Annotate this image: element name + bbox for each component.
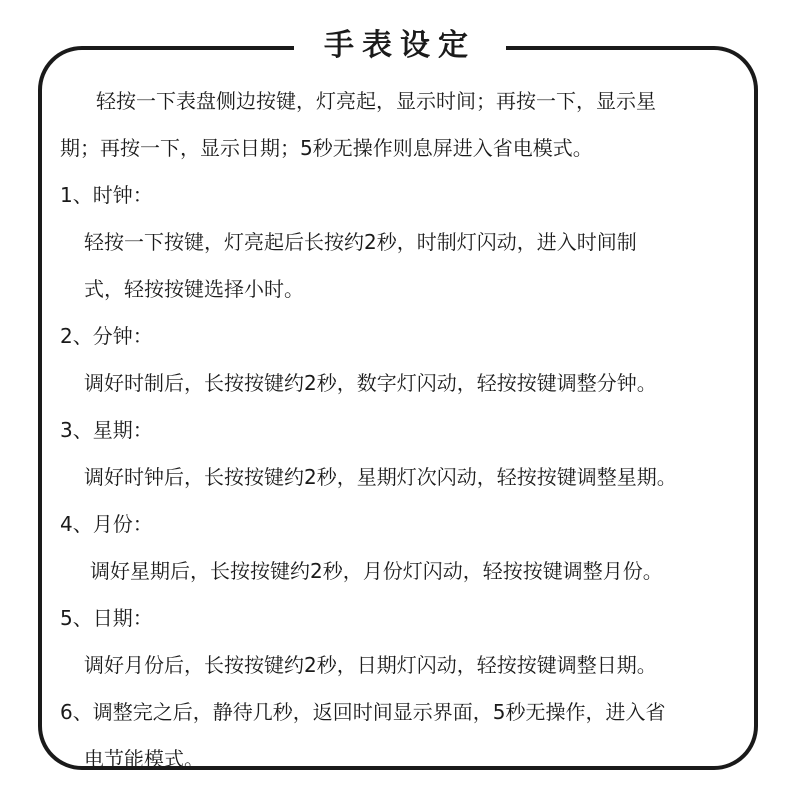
section-heading-weekday: 3、星期： [60, 418, 153, 442]
section-body-minute: 调好时制后，长按按键约2秒，数字灯闪动，轻按按键调整分钟。 [84, 371, 657, 395]
intro-line: 期；再按一下，显示日期；5秒无操作则息屏进入省电模式。 [60, 136, 593, 160]
section-body-clock: 轻按一下按键，灯亮起后长按约2秒，时制灯闪动，进入时间制 [84, 230, 637, 254]
section-body-month: 调好星期后，长按按键约2秒，月份灯闪动，轻按按键调整月份。 [90, 559, 663, 583]
instruction-content [60, 78, 750, 783]
title-bar [0, 16, 800, 76]
section-heading-month: 4、月份： [60, 512, 153, 536]
final-step-line: 电节能模式。 [84, 747, 204, 771]
final-step-line: 6、调整完之后，静待几秒，返回时间显示界面，5秒无操作，进入省 [60, 700, 666, 724]
section-heading-date: 5、日期： [60, 606, 153, 630]
intro-line: 轻按一下表盘侧边按键，灯亮起，显示时间；再按一下，显示星 [96, 89, 656, 113]
section-heading-minute: 2、分钟： [60, 324, 153, 348]
section-heading-clock: 1、时钟： [60, 183, 153, 207]
section-body-date: 调好月份后，长按按键约2秒，日期灯闪动，轻按按键调整日期。 [84, 653, 657, 677]
section-body-clock: 式，轻按按键选择小时。 [84, 277, 304, 301]
page-title: 手表设定 [294, 16, 506, 76]
section-body-weekday: 调好时钟后，长按按键约2秒，星期灯次闪动，轻按按键调整星期。 [84, 465, 677, 489]
